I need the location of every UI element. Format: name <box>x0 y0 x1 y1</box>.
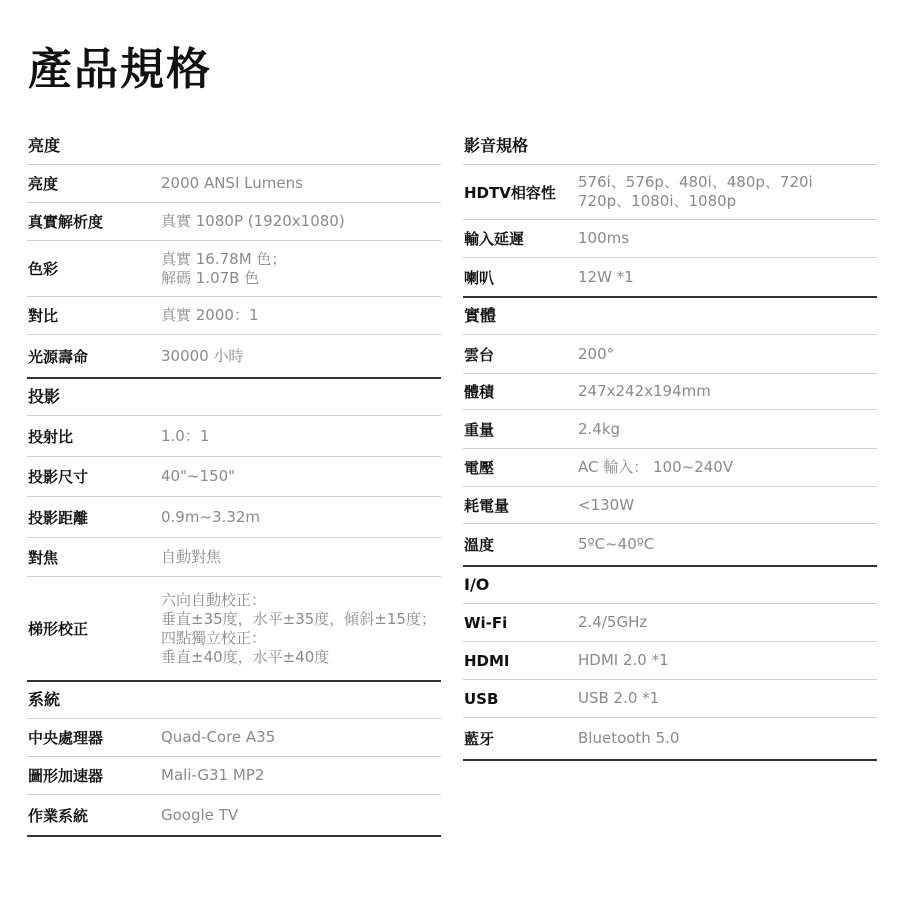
spec-label: 對焦 <box>28 548 59 567</box>
spec-row <box>27 297 441 335</box>
spec-value <box>578 535 654 554</box>
spec-value <box>578 689 659 708</box>
spec-value-line: HDMI 2.0 *1 <box>578 651 669 669</box>
spec-row <box>463 487 877 524</box>
spec-value <box>161 347 244 366</box>
spec-label: 真實解析度 <box>28 213 104 231</box>
spec-value-line: 2.4kg <box>578 419 621 438</box>
spec-value <box>161 591 436 667</box>
spec-section <box>463 128 877 298</box>
spec-row <box>27 203 441 241</box>
spec-value-line: 真實 16.78M 色； <box>161 249 287 268</box>
spec-value-line: 2.4/5GHz <box>578 613 648 631</box>
section-title: 投影 <box>27 379 441 416</box>
spec-section <box>27 128 441 379</box>
spec-value-line: <130W <box>578 495 635 514</box>
spec-label: 輸入延遲 <box>464 230 525 248</box>
spec-row <box>463 258 877 296</box>
spec-label: 喇叭 <box>464 268 495 287</box>
spec-label: HDTV相容性 <box>464 183 556 202</box>
spec-value-line: 自動對焦 <box>161 547 222 566</box>
spec-label: 耗電量 <box>464 496 510 515</box>
spec-row <box>463 524 877 565</box>
spec-value <box>578 268 634 287</box>
spec-label: 作業系統 <box>28 806 89 825</box>
spec-value-line: 四點獨立校正： <box>161 628 267 647</box>
spec-value <box>578 729 679 748</box>
spec-row <box>27 165 441 203</box>
spec-label: 重量 <box>464 420 495 439</box>
spec-section <box>463 298 877 567</box>
spec-value-line: 5ºC~40ºC <box>578 535 655 553</box>
spec-row <box>463 449 877 487</box>
spec-value-line: Quad-Core A35 <box>161 728 276 746</box>
spec-label: 中央處理器 <box>28 729 104 747</box>
spec-value <box>578 382 711 401</box>
spec-row <box>463 718 877 759</box>
spec-value <box>578 173 813 211</box>
spec-value <box>161 467 235 486</box>
spec-row <box>27 757 441 795</box>
spec-value <box>161 508 260 527</box>
spec-row <box>27 719 441 757</box>
spec-row <box>463 220 877 258</box>
spec-value-line: 720p、1080i、1080p <box>578 192 737 210</box>
spec-label: 溫度 <box>464 536 495 554</box>
spec-row <box>27 241 441 297</box>
spec-label: Wi-Fi <box>464 613 508 632</box>
spec-value <box>161 212 345 231</box>
spec-value-line: 真實 1080P (1920x1080) <box>161 212 345 230</box>
spec-label: 投影尺寸 <box>28 468 89 486</box>
section-title: 影音規格 <box>463 128 877 165</box>
spec-row <box>27 335 441 377</box>
spec-value <box>578 420 620 439</box>
spec-label: 色彩 <box>28 260 59 278</box>
spec-value-line: USB 2.0 *1 <box>578 689 660 707</box>
spec-value-line: 247x242x194mm <box>578 382 711 400</box>
spec-value <box>161 306 259 325</box>
spec-label: 藍牙 <box>464 730 495 748</box>
spec-value <box>161 548 221 567</box>
spec-column-left <box>27 128 441 837</box>
spec-value-line: 200° <box>578 344 615 363</box>
spec-value-line: 真實 2000：1 <box>161 306 259 324</box>
spec-value <box>161 427 209 446</box>
spec-row <box>463 374 877 410</box>
spec-label: 體積 <box>464 383 495 401</box>
spec-row <box>463 604 877 642</box>
spec-section <box>27 379 441 682</box>
spec-value-line: Mali-G31 MP2 <box>161 766 265 784</box>
spec-value <box>161 806 238 825</box>
spec-value-line: 解碼 1.07B 色 <box>161 268 260 287</box>
spec-value <box>161 728 275 747</box>
section-title: I/O <box>463 567 877 604</box>
spec-value-line: 30000 小時 <box>161 346 244 365</box>
spec-row <box>27 497 441 538</box>
spec-value <box>578 651 669 670</box>
spec-row <box>27 795 441 835</box>
spec-label: 投射比 <box>28 427 74 446</box>
spec-row <box>463 410 877 449</box>
spec-value-line: AC 輸入： 100~240V <box>578 458 734 476</box>
spec-value-line: 垂直±35度，水平±35度，傾斜±15度； <box>161 609 436 628</box>
spec-row <box>463 335 877 374</box>
section-title: 亮度 <box>27 128 441 165</box>
spec-section <box>27 682 441 837</box>
spec-label: 電壓 <box>464 459 495 477</box>
spec-value-line: 100ms <box>578 229 630 247</box>
section-title: 系統 <box>27 682 441 719</box>
spec-value <box>578 496 634 515</box>
spec-row <box>463 165 877 220</box>
spec-label: USB <box>464 689 499 708</box>
spec-row <box>27 457 441 497</box>
spec-value <box>578 345 614 364</box>
spec-label: 梯形校正 <box>28 620 89 638</box>
spec-row <box>27 577 441 680</box>
spec-value-line: 六向自動校正： <box>161 590 267 609</box>
spec-label: 投影距離 <box>28 508 89 527</box>
section-title: 實體 <box>463 298 877 335</box>
spec-column-right <box>463 128 877 761</box>
spec-label: 亮度 <box>28 175 59 193</box>
spec-row <box>27 416 441 457</box>
spec-section <box>463 567 877 761</box>
spec-value-line: 40"~150" <box>161 467 236 485</box>
spec-label: 雲台 <box>464 345 495 364</box>
spec-value <box>578 229 629 248</box>
spec-label: 對比 <box>28 307 59 325</box>
spec-row <box>463 642 877 680</box>
spec-value <box>578 613 647 632</box>
spec-label: 圖形加速器 <box>28 767 104 785</box>
spec-value-line: Bluetooth 5.0 <box>578 729 680 747</box>
spec-value-line: 12W *1 <box>578 267 634 286</box>
page-title: 產品規格 <box>28 44 212 95</box>
spec-value-line: 0.9m~3.32m <box>161 507 261 526</box>
spec-value-line: 垂直±40度，水平±40度 <box>161 647 330 666</box>
spec-value <box>161 766 264 785</box>
spec-row <box>27 538 441 577</box>
spec-row <box>463 680 877 718</box>
spec-label: HDMI <box>464 651 510 670</box>
spec-value <box>161 174 303 193</box>
spec-value-line: 1.0：1 <box>161 426 210 445</box>
spec-label: 光源壽命 <box>28 347 89 366</box>
spec-value <box>161 250 286 288</box>
spec-value-line: 576i、576p、480i、480p、720i <box>578 173 813 191</box>
spec-value-line: 2000 ANSI Lumens <box>161 174 303 192</box>
spec-value <box>578 458 733 477</box>
spec-value-line: Google TV <box>161 805 239 824</box>
